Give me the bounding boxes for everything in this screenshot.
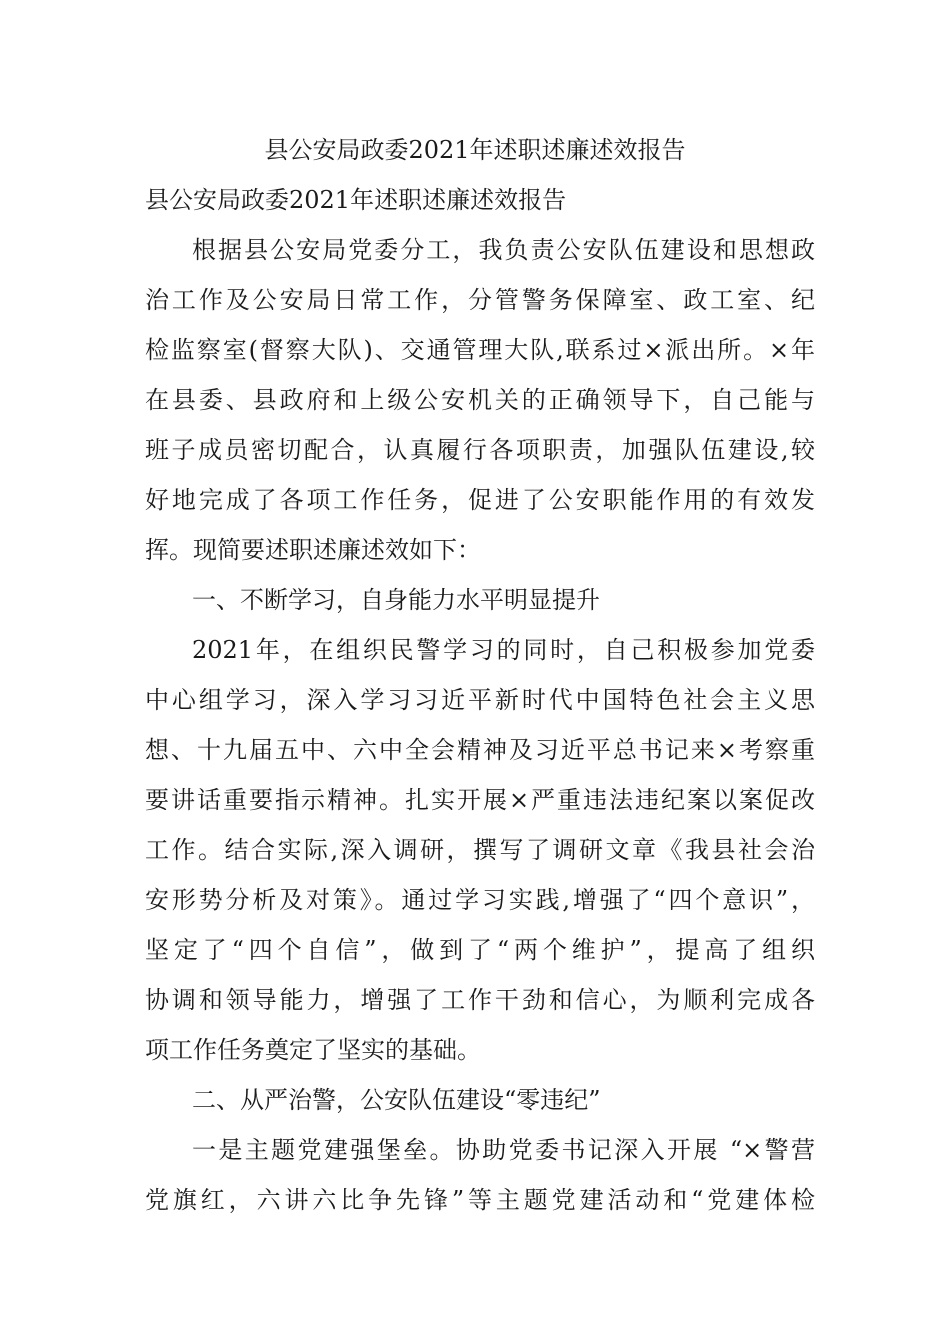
subtitle-line: 县公安局政委2021年述职述廉述效报告: [145, 186, 567, 214]
paragraph-line: 项工作任务奠定了坚实的基础。: [145, 1036, 481, 1064]
section-heading: 二、从严治警，公安队伍建设“零违纪”: [192, 1086, 601, 1114]
paragraph-line: 挥。现简要述职述廉述效如下：: [145, 536, 481, 564]
paragraph-line: 根据县公安局党委分工，我负责公安队伍建设和思想政: [192, 236, 815, 264]
paragraph-line: 中心组学习，深入学习习近平新时代中国特色社会主义思: [145, 686, 815, 714]
paragraph-line: 2021年，在组织民警学习的同时，自己积极参加党委: [192, 636, 815, 664]
paragraph-line: 在县委、县政府和上级公安机关的正确领导下，自己能与: [145, 386, 815, 414]
paragraph-line: 想、十九届五中、六中全会精神及习近平总书记来×考察重: [145, 736, 815, 764]
paragraph-line: 要讲话重要指示精神。扎实开展×严重违法违纪案以案促改: [145, 786, 815, 814]
paragraph-line: 一是主题党建强堡垒。协助党委书记深入开展 “×警营: [192, 1136, 815, 1164]
paragraph-line: 协调和领导能力，增强了工作干劲和信心，为顺利完成各: [145, 986, 815, 1014]
paragraph-line: 治工作及公安局日常工作，分管警务保障室、政工室、纪: [145, 286, 815, 314]
paragraph-line: 党旗红，六讲六比争先锋”等主题党建活动和“党建体检: [145, 1186, 815, 1214]
section-heading: 一、不断学习，自身能力水平明显提升: [192, 586, 600, 614]
paragraph-line: 好地完成了各项工作任务，促进了公安职能作用的有效发: [145, 486, 815, 514]
paragraph-line: 班子成员密切配合，认真履行各项职责，加强队伍建设,较: [145, 436, 815, 464]
document-title: 县公安局政委2021年述职述廉述效报告: [264, 136, 686, 164]
paragraph-line: 坚定了“四个自信”，做到了“两个维护”，提高了组织: [145, 936, 815, 964]
paragraph-line: 安形势分析及对策》。通过学习实践,增强了“四个意识”，: [145, 886, 815, 914]
paragraph-line: 检监察室(督察大队)、交通管理大队,联系过×派出所。×年: [145, 336, 815, 364]
paragraph-line: 工作。结合实际,深入调研，撰写了调研文章《我县社会治: [145, 836, 815, 864]
